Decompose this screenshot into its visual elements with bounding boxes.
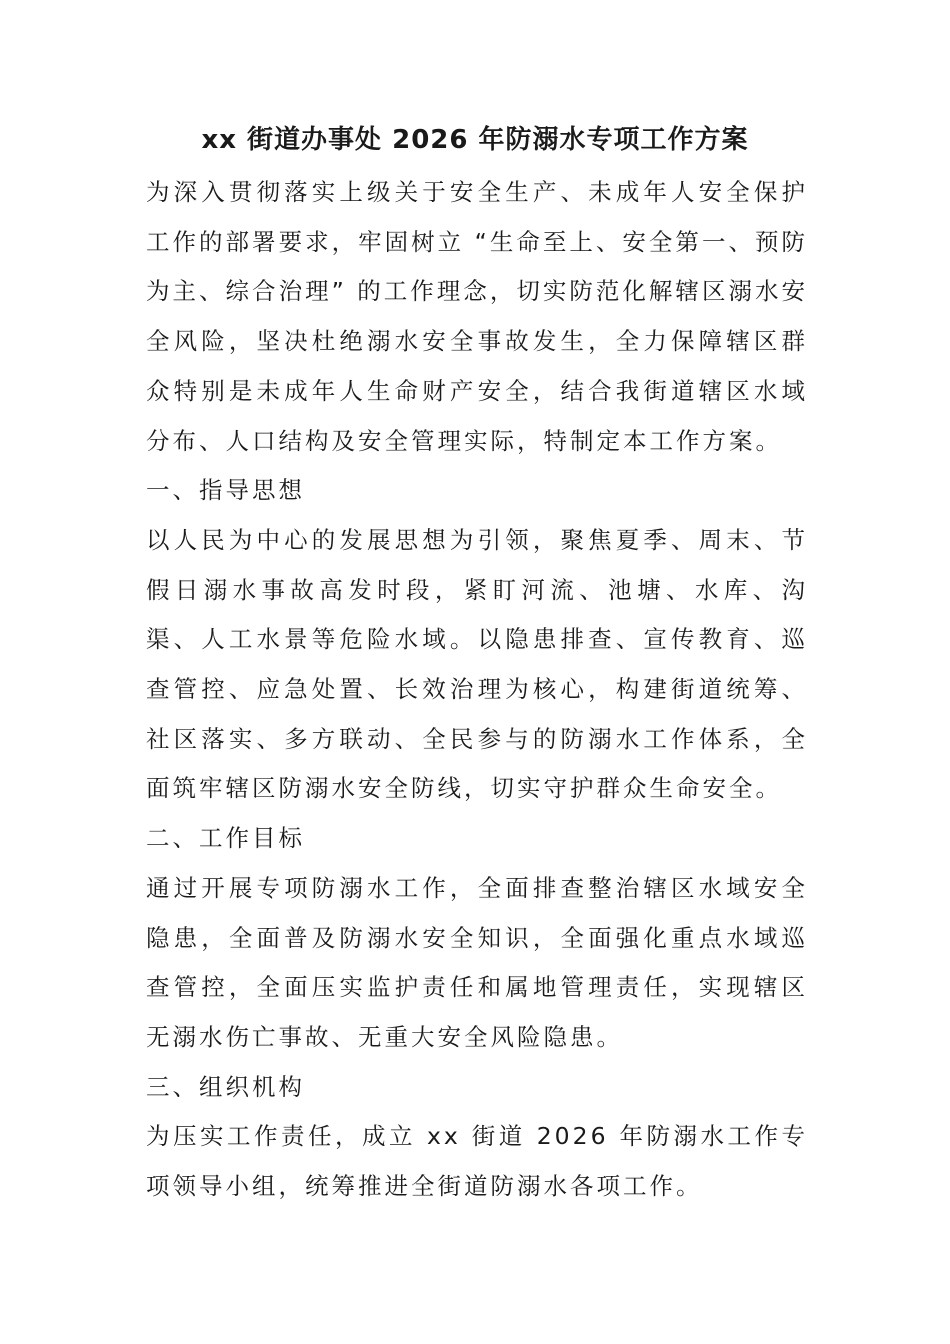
section-heading-guiding-ideology: 一、指导思想	[146, 476, 305, 505]
document-title: xx 街道办事处 2026 年防溺水专项工作方案	[201, 125, 749, 155]
section-body-work-goals: 通过开展专项防溺水工作，全面排查整治辖区水域安全隐患，全面普及防溺水安全知识，全面强化重点水域巡查管控，全面压实监护责任和属地管理责任，实现辖区无溺水伤亡事故、无重大安全风险隐患。	[146, 873, 808, 1051]
section-heading-work-goals: 二、工作目标	[146, 824, 305, 853]
section-body-organization: 为压实工作责任，成立 xx 街道 2026 年防溺水工作专项领导小组，统筹推进全街道防溺水各项工作。	[146, 1122, 808, 1201]
section-body-guiding-ideology: 以人民为中心的发展思想为引领，聚焦夏季、周末、节假日溺水事故高发时段，紧盯河流、池塘、水库、沟渠、人工水景等危险水域。以隐患排查、宣传教育、巡查管控、应急处置、长效治理为核心，构建街道统筹、社区落实、多方联动、全民参与的防溺水工作体系，全面筑牢辖区防溺水安全防线，切实守护群众生命安全。	[146, 525, 808, 803]
document-body	[146, 168, 808, 1212]
section-heading-organization: 三、组织机构	[146, 1072, 305, 1101]
intro-paragraph: 为深入贯彻落实上级关于安全生产、未成年人安全保护工作的部署要求，牢固树立 “生命至上、安全第一、预防为主、综合治理” 的工作理念，切实防范化解辖区溺水安全风险，坚决杜绝溺水安全事故发生，全力保障辖区群众特别是未成年人生命财产安全，结合我街道辖区水域分布、人口结构及安全管理实际，特制定本工作方案。	[146, 178, 808, 455]
